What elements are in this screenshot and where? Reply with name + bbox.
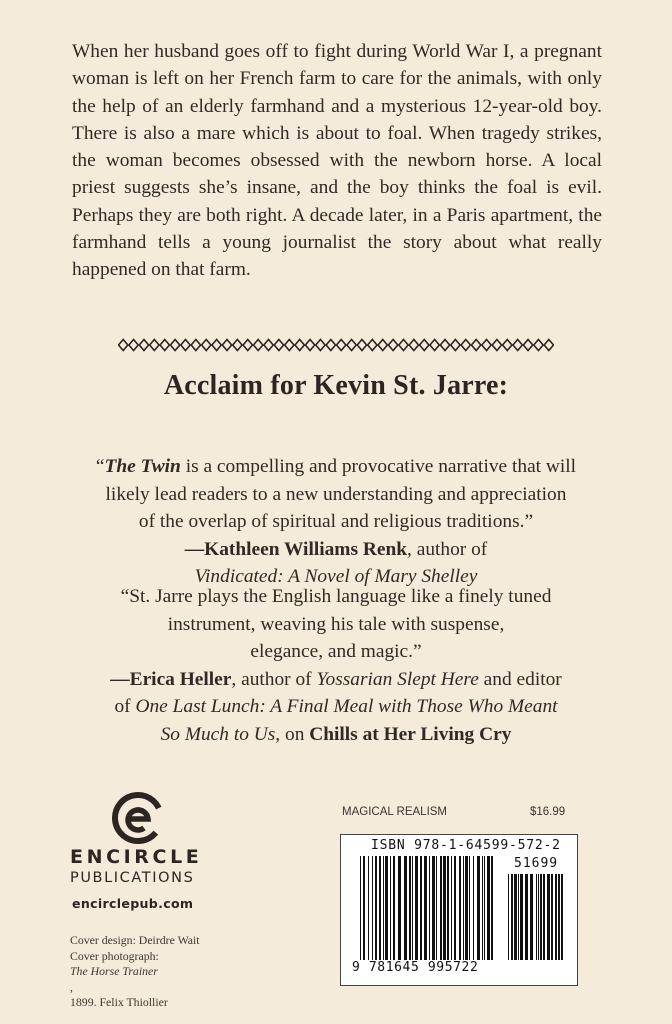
ornament-diamond: [513, 340, 522, 351]
barcode-bar: [525, 874, 528, 960]
barcode-bar: [436, 856, 437, 960]
ornament-diamond: [253, 340, 262, 351]
barcode-bar: [451, 856, 452, 960]
barcode-bar: [429, 856, 430, 960]
design-credit: Cover design: Deirdre Wait: [70, 933, 200, 947]
barcode-bar: [487, 856, 490, 960]
ornament-diamond: [420, 340, 429, 351]
ornament-diamond: [233, 340, 242, 351]
barcode-bar: [375, 856, 377, 960]
isbn-text: ISBN 978-1-64599-572-2: [371, 838, 561, 853]
barcode-bar: [551, 874, 553, 960]
quote-line: “The Twin is a compelling and provocative narrative that will: [95, 456, 577, 477]
cover-credits: [70, 933, 260, 1011]
barcode-bar: [547, 874, 550, 960]
barcode-bar: [379, 856, 381, 960]
book-title: The Twin: [104, 456, 181, 477]
quote-line: “St. Jarre plays the English language like a finely tuned: [120, 586, 552, 607]
reviewer-work: Vindicated: A Novel of Mary Shelley: [194, 566, 478, 587]
barcode-bar: [372, 856, 373, 960]
ornament-diamond: [492, 340, 501, 351]
barcode-bar: [424, 856, 427, 960]
barcode-bar: [409, 856, 411, 960]
price-addon-number: 51699: [514, 856, 559, 871]
ornament-diamond: [305, 340, 314, 351]
ornament-diamond: [264, 340, 273, 351]
ornament-diamond: [451, 340, 460, 351]
quote-attribution: —Erica Heller, author of Yossarian Slept Here and editor: [110, 668, 562, 690]
ornament-diamond: [119, 340, 128, 351]
barcode-bar: [432, 856, 435, 960]
quote-line: instrument, weaving his tale with suspense,: [167, 613, 505, 635]
ornament-diamond: [544, 340, 553, 351]
review-quote-1: [40, 453, 632, 591]
ornament-diamond: [326, 340, 335, 351]
ornament-diamond: [368, 340, 377, 351]
ornament-diamond: [378, 340, 387, 351]
ornament-diamond: [503, 340, 512, 351]
barcode-bar: [477, 856, 480, 960]
acclaim-heading: Acclaim for Kevin St. Jarre:: [163, 370, 509, 401]
barcode-bar: [412, 856, 413, 960]
barcode-bar: [363, 856, 365, 960]
barcode-bar: [383, 856, 384, 960]
ean-number: 9 781645 995722: [352, 960, 479, 975]
blurb-text: When her husband goes off to fight during World War I, a pregnant woman is left on her French farm to care for the animals, with only the help of an elderly farmhand and a mysterious 12-year-old boy. There is also a mare which is about to foal. When tragedy strikes, the woman becomes obsessed with the newborn horse. A local priest suggests she’s insane, and the boy thinks the foal is evil. Perhaps they are both right. A decade later, in a Paris apartment, the farmhand tells a young journalist the story about what really happened on that farm.: [72, 41, 602, 281]
barcode-bar: [558, 874, 560, 960]
quote-attribution: —Kathleen Williams Renk, author of: [184, 538, 488, 560]
barcode-bar: [360, 856, 361, 960]
barcode-bar: [404, 856, 407, 960]
quote-line: elegance, and magic.”: [250, 641, 422, 662]
ornament-diamond: [523, 340, 532, 351]
ornament-diamond: [440, 340, 449, 351]
ornament-diamond: [150, 340, 159, 351]
ornament-diamond: [430, 340, 439, 351]
ornament-diamond: [388, 340, 397, 351]
barcode-bar: [540, 874, 542, 960]
barcode-bar: [508, 874, 509, 960]
ornament-diamond: [222, 340, 231, 351]
reviewed-book-title: Chills at Her Living Cry: [309, 723, 512, 745]
ean-barcode: [360, 856, 494, 960]
ornament-diamond: [181, 340, 190, 351]
barcode-bar: [385, 856, 388, 960]
ornament-diamond: [191, 340, 200, 351]
ornament-diamond: [139, 340, 148, 351]
ornament-diamond: [534, 340, 543, 351]
publisher-sub: PUBLICATIONS: [70, 870, 195, 886]
publisher-url: encirclepub.com: [72, 896, 194, 911]
book-blurb: [72, 38, 602, 284]
barcode-bar: [390, 856, 391, 960]
ornament-diamond: [471, 340, 480, 351]
genre-label: MAGICAL REALISM: [342, 806, 448, 818]
barcode-bar: [469, 856, 470, 960]
barcode-bar: [415, 856, 418, 960]
quote-line: of the overlap of spiritual and religious traditions.”: [138, 511, 534, 532]
quote-line: likely lead readers to a new understanding and appreciation: [105, 483, 567, 505]
publisher-wordmark: [70, 846, 215, 888]
ornament-diamond: [316, 340, 325, 351]
barcode-bar: [543, 874, 545, 960]
ornament-diamond: [347, 340, 356, 351]
encircle-e-logo-icon: [110, 790, 166, 846]
ornament-diamond: [399, 340, 408, 351]
ornament-diamond: [295, 340, 304, 351]
barcode-bar: [440, 856, 442, 960]
ornament-diamond: [461, 340, 470, 351]
ornament-diamond: [212, 340, 221, 351]
ornament-diamond: [129, 340, 138, 351]
barcode-bar: [463, 856, 464, 960]
barcode-bar: [398, 856, 401, 960]
barcode-bar: [482, 856, 483, 960]
publisher-name: ENCIRCLE: [70, 846, 203, 868]
barcode-bar: [484, 856, 485, 960]
ornament-diamond: [202, 340, 211, 351]
barcode-bar: [511, 874, 513, 960]
photo-credit: Cover photograph: The Horse Trainer ,: [70, 948, 159, 994]
ornament-diamond: [337, 340, 346, 351]
barcode-bar: [520, 874, 523, 960]
barcode-bar: [465, 856, 468, 960]
photo-credit-line2: 1899. Felix Thiollier: [70, 995, 168, 1009]
barcode-bar: [555, 874, 557, 960]
ornament-diamond: [409, 340, 418, 351]
barcode-bar: [514, 874, 517, 960]
barcode-bar: [561, 874, 563, 960]
barcode-bar: [459, 856, 461, 960]
barcode-bar: [538, 874, 539, 960]
ornament-diamond: [357, 340, 366, 351]
price-label: $16.99: [530, 806, 566, 818]
barcode-bar: [393, 856, 395, 960]
barcode-bar: [536, 874, 537, 960]
ornament-diamond: [170, 340, 179, 351]
barcode-bar: [368, 856, 369, 960]
barcode-bar: [420, 856, 422, 960]
barcode-bar: [530, 874, 533, 960]
addon-barcode: [508, 874, 566, 960]
reviewer-name: Kathleen Williams Renk: [204, 538, 408, 560]
reviewer-name: Erica Heller: [129, 668, 232, 690]
ornament-diamond: [482, 340, 491, 351]
barcode-bar: [491, 856, 493, 960]
barcode-bar: [443, 856, 446, 960]
barcode-bar: [447, 856, 449, 960]
ornament-diamond: [274, 340, 283, 351]
barcode-bar: [473, 856, 474, 960]
barcode-bar: [454, 856, 456, 960]
ornament-divider: [118, 337, 554, 353]
ornament-diamond: [243, 340, 252, 351]
barcode-bar: [518, 874, 519, 960]
ornament-diamond: [160, 340, 169, 351]
ornament-diamond: [285, 340, 294, 351]
review-quote-2: “St. Jarre plays the English language like a finely tuned instrument, weaving his tale with suspense, elegance, and magic.” —Erica Heller, author of Yossarian Slept Here and editor of One Last Lunch: A Final Meal with Those Who Meant So Much to Us, on Chills at Her Living Cry: [40, 583, 632, 748]
